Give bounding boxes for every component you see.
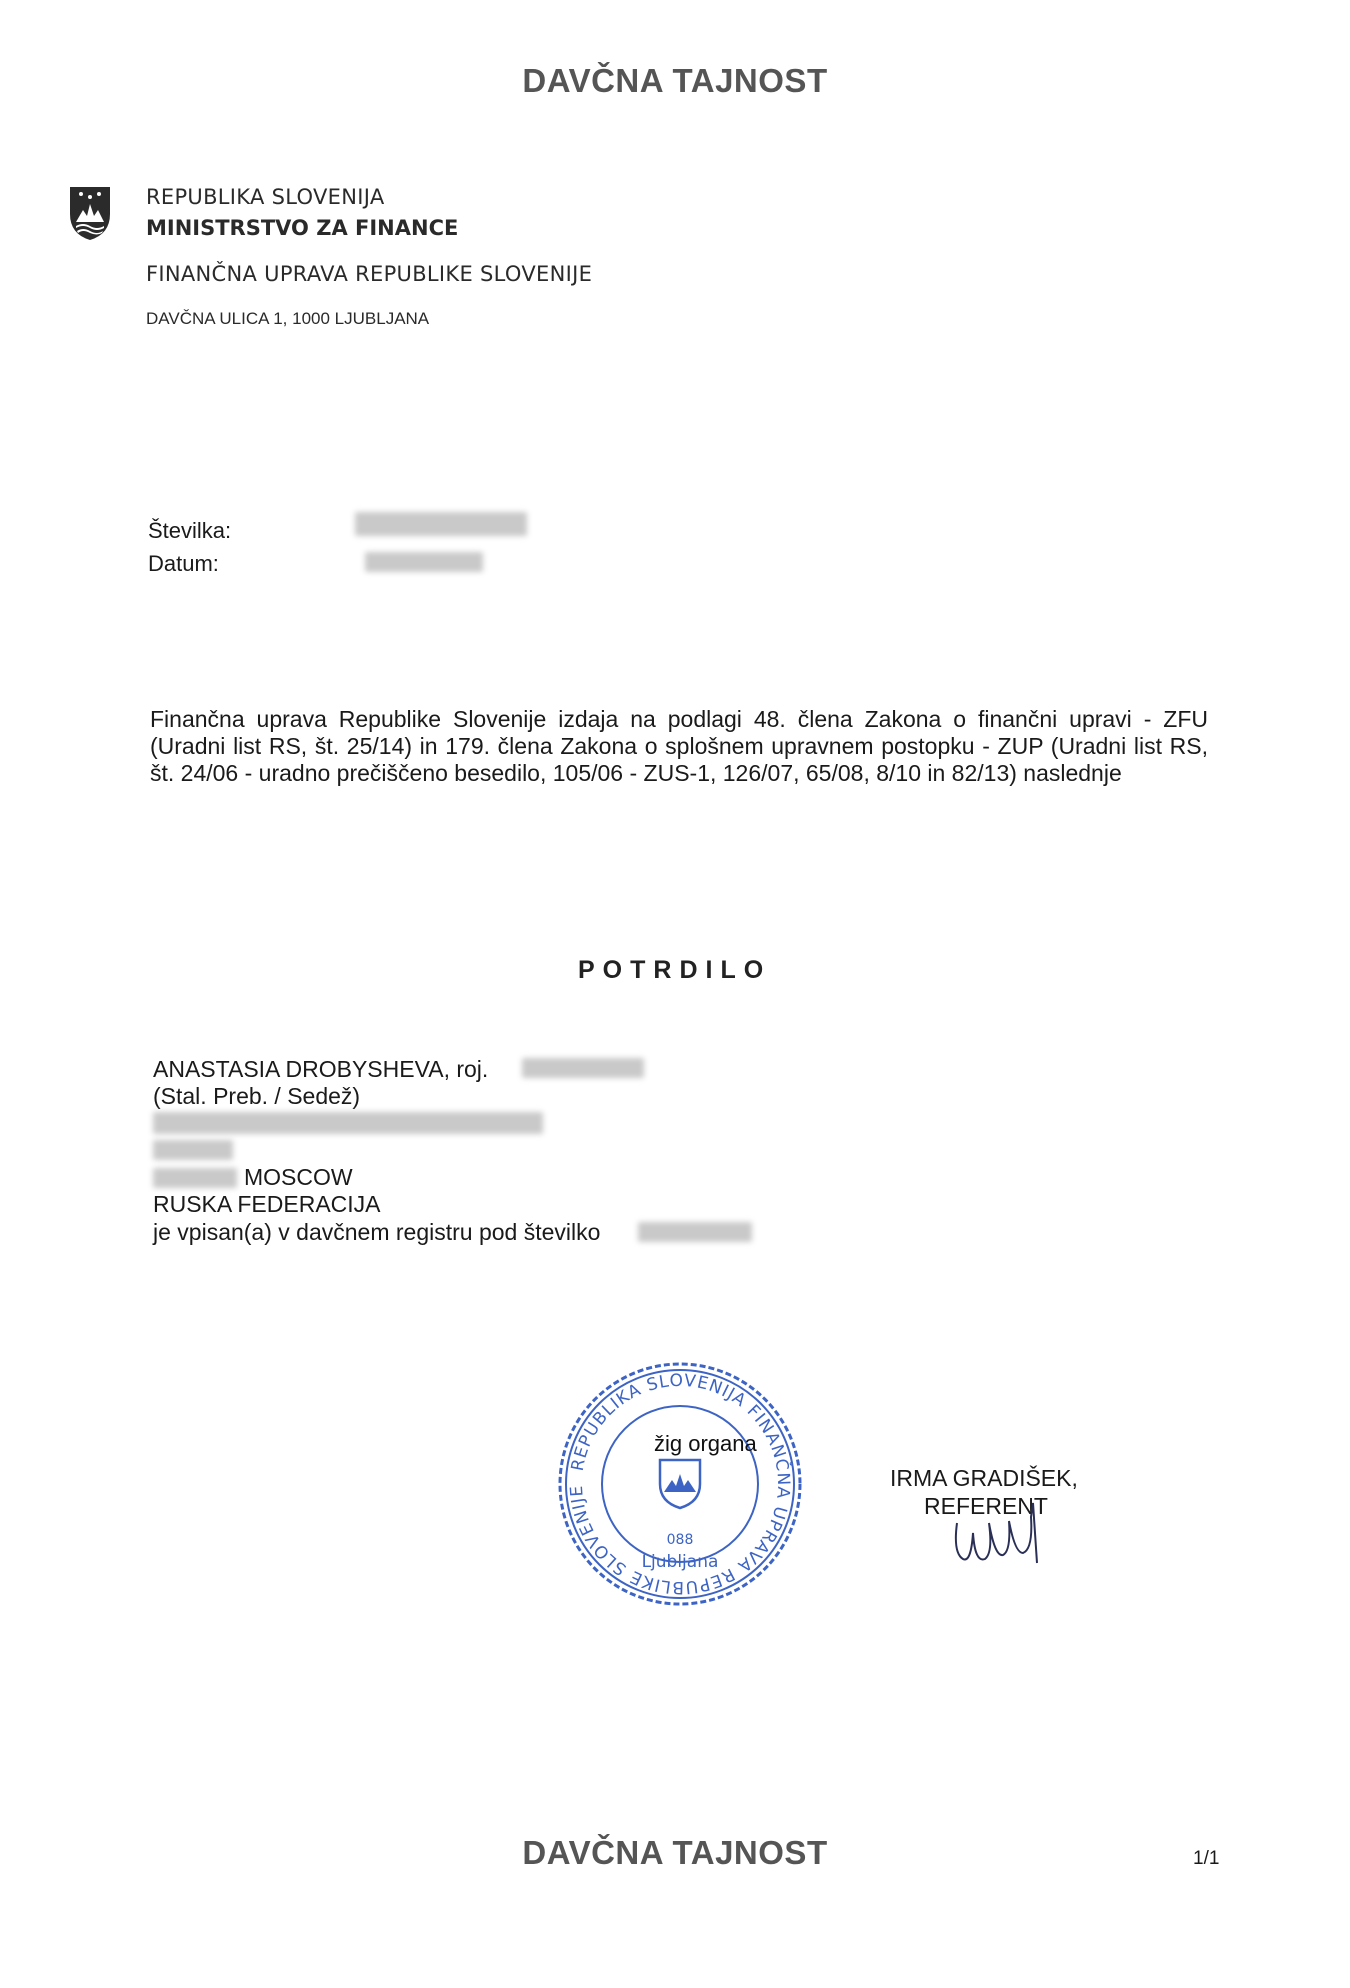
redacted-address-line (153, 1140, 233, 1160)
coat-of-arms-icon (67, 184, 113, 242)
confidentiality-banner-top: DAVČNA TAJNOST (522, 62, 828, 99)
taxpayer-name-line (153, 1056, 488, 1083)
redacted-tax-number (638, 1222, 752, 1242)
page-number: 1/1 (1193, 1848, 1220, 1869)
redacted-number (355, 512, 527, 536)
header-country: REPUBLIKA SLOVENIJA (146, 185, 385, 209)
document-heading: POTRDILO (578, 956, 772, 984)
redacted-street-address (153, 1112, 543, 1134)
legal-basis-paragraph: Finančna uprava Republike Slovenije izdaja na podlagi 48. člena Zakona o finančni upravi - ZFU (Uradni list RS, št. 25/14) in 179. člena Zakona o splošnem upravnem postopku - ZUP (Uradni list RS, št. 24/06 - uradno prečiščeno besedilo, 105/06 - ZUS-1, 126/07, 65/08, 8/10 in 82/13) naslednje (150, 706, 1208, 786)
stamp-city: Ljubljana (641, 1552, 719, 1572)
handwritten-signature (945, 1493, 1055, 1573)
header-ministry: MINISTRSTVO ZA FINANCE (146, 216, 459, 240)
signer-name: IRMA GRADIŠEK, (890, 1465, 1078, 1491)
stamp-ring-text: REPUBLIKA SLOVENIJA FINANČNA UPRAVA REPUBLIKE SLOVENIJE (566, 1370, 794, 1598)
redacted-date (365, 552, 483, 572)
signer-title: REFERENT (924, 1493, 1048, 1519)
stamp-label: žig organa (654, 1431, 757, 1456)
official-stamp (556, 1360, 804, 1608)
confidentiality-banner-bottom: DAVČNA TAJNOST (522, 1834, 828, 1871)
residence-city: MOSCOW (244, 1164, 353, 1190)
stamp-number: 088 (666, 1532, 694, 1548)
header-address: DAVČNA ULICA 1, 1000 LJUBLJANA (146, 309, 430, 328)
header-authority: FINANČNA UPRAVA REPUBLIKE SLOVENIJE (146, 262, 593, 286)
taxpayer-name: ANASTASIA DROBYSHEVA, roj. (153, 1056, 489, 1082)
residence-label: (Stal. Preb. / Sedež) (153, 1083, 361, 1109)
number-label: Številka: (148, 518, 232, 543)
redacted-birth-date (522, 1058, 644, 1078)
redacted-postal-code (153, 1168, 237, 1188)
date-label: Datum: (148, 551, 219, 576)
registry-statement: je vpisan(a) v davčnem registru pod številko (153, 1219, 601, 1245)
residence-country: RUSKA FEDERACIJA (153, 1191, 381, 1217)
